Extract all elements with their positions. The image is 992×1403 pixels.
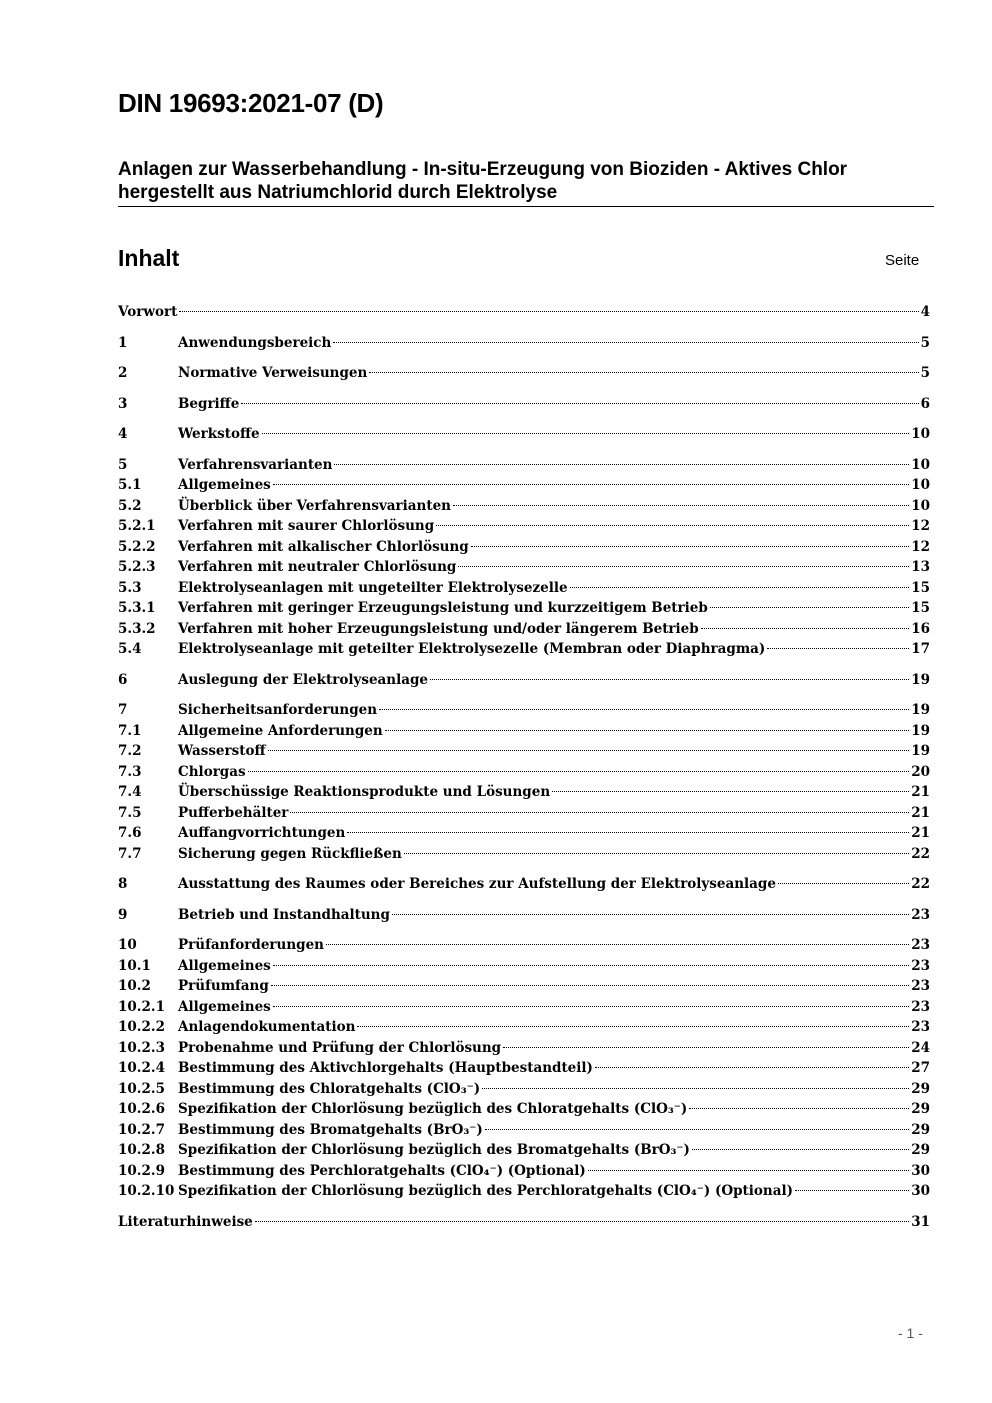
toc-entry-number: 5	[118, 456, 128, 473]
toc-entry[interactable]	[118, 1181, 930, 1202]
toc-entry[interactable]	[118, 1161, 930, 1182]
toc-dot-leader	[290, 812, 909, 813]
toc-dot-leader	[453, 505, 909, 506]
toc-entry-title: Elektrolyseanlagen mit ungeteilter Elektrolysezelle	[178, 579, 568, 596]
toc-dot-leader	[273, 965, 909, 966]
toc-entry-number: 9	[118, 906, 128, 923]
toc-entry[interactable]	[118, 496, 930, 517]
toc-entry-page: 24	[911, 1039, 930, 1056]
toc-entry-page: 23	[911, 978, 930, 994]
toc-entry-page: 31	[911, 1213, 930, 1230]
toc-entry-page: 12	[911, 518, 930, 534]
toc-entry[interactable]	[118, 557, 930, 578]
toc-entry-number: 10.2.5	[118, 1080, 165, 1097]
toc-entry-number: 7.3	[118, 763, 142, 780]
toc-dot-leader	[273, 1006, 909, 1007]
toc-dot-leader	[268, 750, 910, 751]
toc-entry-page: 23	[911, 937, 930, 953]
toc-entry-page: 29	[911, 1080, 930, 1097]
toc-heading: Inhalt	[118, 245, 180, 271]
toc-dot-leader	[379, 709, 909, 710]
toc-entry-number: 5.1	[118, 477, 142, 493]
toc-entry[interactable]	[118, 455, 930, 476]
toc-entry-number: 10.2.10	[118, 1183, 175, 1199]
toc-entry[interactable]	[118, 956, 930, 977]
toc-dot-leader	[482, 1088, 909, 1089]
toc-dot-leader	[392, 914, 909, 915]
toc-entry-number: 3	[118, 395, 128, 412]
toc-entry-page: 10	[911, 456, 930, 473]
toc-dot-leader	[485, 1129, 909, 1130]
document-title-line-1: Anlagen zur Wasserbehandlung - In-situ-Erzeugung von Bioziden - Aktives Chlor	[118, 159, 848, 180]
toc-entry-title: Bestimmung des Chloratgehalts (ClO₃⁻)	[178, 1080, 481, 1097]
toc-dot-leader	[503, 1047, 909, 1048]
toc-entry-page: 12	[911, 538, 930, 555]
toc-entry-page: 21	[911, 804, 930, 821]
toc-dot-leader	[262, 433, 910, 434]
toc-entry[interactable]	[118, 997, 930, 1018]
toc-entry-title: Betrieb und Instandhaltung	[178, 906, 390, 923]
toc-entry[interactable]	[118, 537, 930, 558]
toc-entry-page: 15	[911, 579, 930, 596]
toc-dot-leader	[552, 791, 909, 792]
toc-dot-leader	[369, 372, 918, 373]
toc-entry-page: 19	[911, 722, 930, 739]
toc-dot-leader	[595, 1067, 909, 1068]
toc-entry-number: 10	[118, 937, 137, 953]
toc-entry-page: 16	[911, 620, 930, 637]
toc-entry[interactable]	[118, 639, 930, 660]
toc-entry-number: 5.3.1	[118, 600, 156, 616]
toc-entry-page: 19	[911, 671, 930, 688]
toc-entry-title: Verfahren mit saurer Chlorlösung	[178, 518, 435, 534]
toc-entry-number: 10.1	[118, 957, 151, 974]
toc-dot-leader	[767, 648, 909, 649]
toc-dot-leader	[333, 342, 918, 343]
toc-entry[interactable]	[118, 394, 930, 415]
toc-entry[interactable]	[118, 1017, 930, 1038]
toc-entry-title: Probenahme und Prüfung der Chlorlösung	[178, 1039, 502, 1056]
toc-entry[interactable]	[118, 700, 930, 721]
toc-entry[interactable]	[118, 1058, 930, 1079]
toc-entry[interactable]	[118, 935, 930, 956]
toc-entry-page: 10	[911, 426, 930, 442]
toc-entry-page: 19	[911, 702, 930, 718]
toc-entry[interactable]	[118, 333, 930, 354]
toc-dot-leader	[255, 1221, 909, 1222]
toc-dot-leader	[692, 1149, 909, 1150]
toc-entry[interactable]	[118, 302, 930, 323]
toc-entry-number: Vorwort	[118, 304, 178, 320]
toc-entry-page: 5	[920, 365, 930, 381]
toc-entry-number: 10.2.6	[118, 1101, 165, 1117]
toc-entry-number: 7.2	[118, 743, 142, 759]
toc-dot-leader	[334, 464, 909, 465]
toc-entry[interactable]	[118, 1038, 930, 1059]
toc-entry[interactable]	[118, 1079, 930, 1100]
toc-dot-leader	[241, 403, 918, 404]
toc-entry-number: 7.4	[118, 784, 142, 800]
toc-entry-title: Sicherung gegen Rückfließen	[178, 845, 402, 862]
toc-entry-page: 23	[911, 957, 930, 974]
toc-entry[interactable]	[118, 844, 930, 865]
toc-entry[interactable]	[118, 782, 930, 803]
toc-entry-page: 23	[911, 906, 930, 923]
toc-entry[interactable]	[118, 670, 930, 691]
toc-entry-page: 27	[911, 1060, 930, 1076]
toc-dot-leader	[710, 607, 909, 608]
toc-entry[interactable]	[118, 1140, 930, 1161]
toc-entry-title: Spezifikation der Chlorlösung bezüglich des Perchloratgehalts (ClO₄⁻) (Optional)	[178, 1183, 793, 1199]
toc-entry-number: 10.2.9	[118, 1162, 165, 1179]
toc-entry-page: 19	[911, 743, 930, 759]
toc-entry[interactable]	[118, 721, 930, 742]
toc-dot-leader	[458, 566, 909, 567]
toc-entry-title: Verfahren mit neutraler Chlorlösung	[178, 559, 457, 575]
toc-entry-number: 7.7	[118, 845, 142, 862]
toc-entry-page: 30	[911, 1162, 930, 1179]
toc-dot-leader	[273, 484, 909, 485]
toc-entry-number: 10.2	[118, 978, 151, 994]
toc-entry-title: Spezifikation der Chlorlösung bezüglich des Chloratgehalts (ClO₃⁻)	[178, 1101, 688, 1117]
toc-entry[interactable]	[118, 619, 930, 640]
toc-entry-title: Verfahren mit hoher Erzeugungsleistung und/oder längerem Betrieb	[178, 620, 699, 637]
toc-entry-number: 7	[118, 702, 128, 718]
toc-entry-page: 17	[911, 641, 930, 657]
toc-entry-number: 10.2.8	[118, 1142, 165, 1158]
toc-entry-number: 5.3	[118, 579, 142, 596]
toc-dot-leader	[436, 525, 909, 526]
toc-entry-number: 10.2.2	[118, 1019, 165, 1035]
toc-entry-number: 2	[118, 365, 128, 381]
toc-entry-title: Begriffe	[178, 395, 240, 412]
toc-entry-page: 10	[911, 477, 930, 493]
toc-page-column-label: Seite	[885, 252, 920, 269]
toc-dot-leader	[404, 853, 909, 854]
toc-entry-title: Allgemeines	[178, 957, 271, 974]
toc-entry[interactable]	[118, 741, 930, 762]
toc-entry-number: 7.6	[118, 825, 142, 841]
toc-dot-leader	[385, 730, 910, 731]
toc-entry[interactable]	[118, 976, 930, 997]
toc-entry-title: Allgemeines	[178, 998, 271, 1015]
toc-entry-page: 20	[911, 763, 930, 780]
toc-entry-title: Wasserstoff	[178, 743, 266, 759]
toc-entry-title: Verfahren mit alkalischer Chlorlösung	[178, 538, 469, 555]
toc-entry-title: Verfahren mit geringer Erzeugungsleistung und kurzzeitigem Betrieb	[178, 600, 708, 616]
toc-entry-number: 5.2.3	[118, 559, 156, 575]
toc-entry-title: Verfahrensvarianten	[178, 456, 333, 473]
toc-entry-title: Bestimmung des Aktivchlorgehalts (Hauptbestandteil)	[178, 1060, 593, 1076]
toc-entry-page: 29	[911, 1101, 930, 1117]
toc-entry-title: Chlorgas	[178, 763, 246, 780]
toc-entry[interactable]	[118, 762, 930, 783]
toc-dot-leader	[347, 832, 909, 833]
toc-entry-title: Allgemeine Anforderungen	[178, 722, 383, 739]
toc-entry-page: 23	[911, 998, 930, 1015]
toc-entry-number: 10.2.3	[118, 1039, 165, 1056]
toc-entry-page: 22	[911, 876, 930, 892]
toc-entry-title: Ausstattung des Raumes oder Bereiches zur Aufstellung der Elektrolyseanlage	[178, 876, 776, 892]
toc-entry-title: Normative Verweisungen	[178, 365, 368, 381]
toc-entry[interactable]	[118, 363, 930, 384]
toc-dot-leader	[430, 679, 909, 680]
toc-entry-page: 5	[920, 334, 930, 351]
toc-entry-page: 13	[911, 559, 930, 575]
toc-entry-page: 6	[920, 395, 930, 412]
toc-entry[interactable]	[118, 874, 930, 895]
toc-dot-leader	[471, 546, 909, 547]
toc-entry-page: 29	[911, 1121, 930, 1138]
toc-entry-title: Auslegung der Elektrolyseanlage	[178, 671, 429, 688]
page-number: - 1 -	[898, 1325, 923, 1341]
toc-dot-leader	[248, 771, 910, 772]
toc-entry-page: 29	[911, 1142, 930, 1158]
toc-entry[interactable]	[118, 598, 930, 619]
toc-entry-number: 7.5	[118, 804, 142, 821]
toc-entry[interactable]	[118, 1120, 930, 1141]
toc-entry-number: 5.3.2	[118, 620, 156, 637]
toc-entry[interactable]	[118, 905, 930, 926]
toc-entry-page: 10	[911, 497, 930, 514]
toc-entry-number: 4	[118, 426, 128, 442]
toc-entry[interactable]	[118, 516, 930, 537]
document-id: DIN 19693:2021-07 (D)	[118, 88, 384, 118]
toc-entry-title: Prüfumfang	[178, 978, 269, 994]
toc-entry-number: 7.1	[118, 722, 142, 739]
toc-entry-number: 6	[118, 671, 128, 688]
toc-entry-title: Pufferbehälter	[178, 804, 289, 821]
toc-entry-title: Anlagendokumentation	[178, 1019, 356, 1035]
toc-dot-leader	[271, 985, 909, 986]
toc-entry[interactable]	[118, 578, 930, 599]
toc-entry[interactable]	[118, 1212, 930, 1233]
toc-entry[interactable]	[118, 803, 930, 824]
toc-entry-title: Elektrolyseanlage mit geteilter Elektrolysezelle (Membran oder Diaphragma)	[178, 641, 766, 657]
toc-dot-leader	[179, 311, 918, 312]
toc-entry-title: Anwendungsbereich	[178, 334, 332, 351]
toc-entry[interactable]	[118, 823, 930, 844]
toc-entry[interactable]	[118, 1099, 930, 1120]
toc-entry-page: 21	[911, 825, 930, 841]
toc-entry-page: 15	[911, 600, 930, 616]
toc-entry-page: 30	[911, 1183, 930, 1199]
toc-entry[interactable]	[118, 475, 930, 496]
toc-dot-leader	[357, 1026, 909, 1027]
toc-entry-title: Überschüssige Reaktionsprodukte und Lösungen	[178, 784, 551, 800]
toc-entry-title: Werkstoffe	[178, 426, 260, 442]
toc-entry-number: Literaturhinweise	[118, 1213, 253, 1230]
toc-dot-leader	[588, 1170, 909, 1171]
document-title	[118, 158, 898, 204]
toc-entry-number: 10.2.7	[118, 1121, 165, 1138]
toc-entry-page: 23	[911, 1019, 930, 1035]
toc-entry-number: 5.2.1	[118, 518, 156, 534]
toc-entry-number: 1	[118, 334, 128, 351]
toc-entry-title: Prüfanforderungen	[178, 937, 324, 953]
toc-entry-title: Bestimmung des Perchloratgehalts (ClO₄⁻) (Optional)	[178, 1162, 586, 1179]
toc-dot-leader	[701, 628, 910, 629]
toc-entry-number: 8	[118, 876, 128, 892]
toc-entry-title: Allgemeines	[178, 477, 271, 493]
toc-dot-leader	[326, 944, 909, 945]
toc-entry-title: Spezifikation der Chlorlösung bezüglich des Bromatgehalts (BrO₃⁻)	[178, 1142, 690, 1158]
document-title-line-2: hergestellt aus Natriumchlorid durch Elektrolyse	[118, 182, 558, 203]
toc-dot-leader	[795, 1190, 909, 1191]
toc-entry[interactable]	[118, 424, 930, 445]
toc-entry-number: 10.2.1	[118, 998, 165, 1015]
toc-entry-page: 4	[920, 304, 930, 320]
toc-dot-leader	[570, 587, 910, 588]
title-divider	[118, 206, 934, 207]
toc-entry-number: 10.2.4	[118, 1060, 165, 1076]
toc-entry-page: 22	[911, 845, 930, 862]
toc-dot-leader	[689, 1108, 909, 1109]
toc-entry-number: 5.4	[118, 641, 142, 657]
toc-entry-number: 5.2	[118, 497, 142, 514]
toc-entry-title: Bestimmung des Bromatgehalts (BrO₃⁻)	[178, 1121, 483, 1138]
toc-entry-page: 21	[911, 784, 930, 800]
toc-entry-title: Überblick über Verfahrensvarianten	[178, 497, 451, 514]
toc-entry-number: 5.2.2	[118, 538, 156, 555]
table-of-contents	[118, 302, 930, 1232]
toc-entry-title: Auffangvorrichtungen	[178, 825, 346, 841]
toc-entry-title: Sicherheitsanforderungen	[178, 702, 378, 718]
toc-dot-leader	[778, 883, 909, 884]
